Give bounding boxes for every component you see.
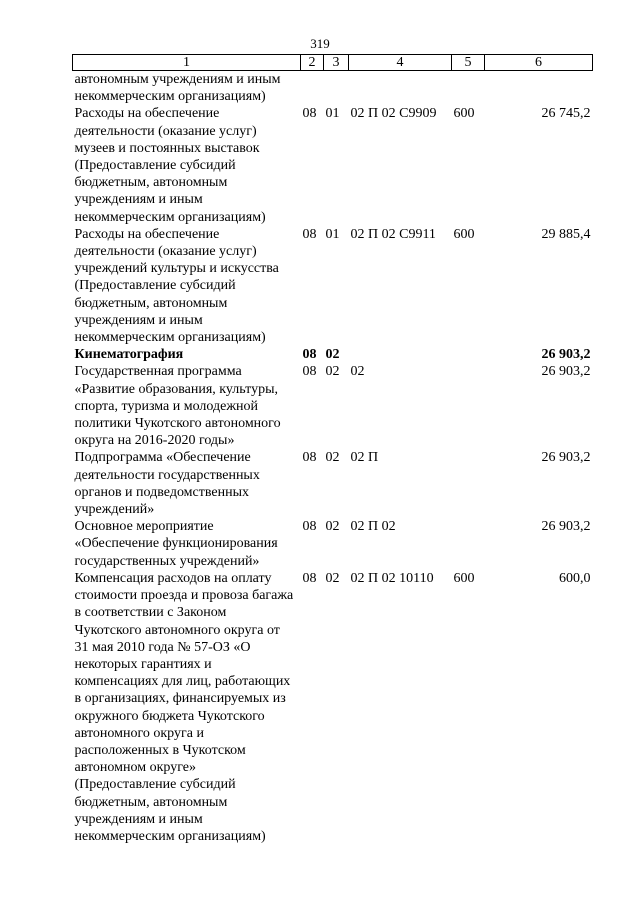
row-expense-type: 600 <box>453 106 475 122</box>
row-subsection: 02 <box>325 347 340 363</box>
row-amount: 26 745,2 <box>541 106 591 122</box>
header-col-4: 4 <box>349 55 452 71</box>
row-name: автономным учреждениям и иным некоммерческим организациям) <box>74 72 281 105</box>
row-name: Подпрограмма «Обеспечение деятельности государственных органов и подведомственных учреждений» <box>74 450 260 518</box>
row-expense-type <box>452 363 485 449</box>
table-row <box>73 518 593 570</box>
table-body <box>73 71 593 846</box>
row-expense-type <box>452 518 485 570</box>
row-name: Расходы на обеспечение деятельности (оказание услуг) учреждений культуры и искусства (Предоставление субсидий бюджетным, автономным учреждениям и иным некоммерческим организациям) <box>74 226 279 346</box>
table-row <box>73 363 593 449</box>
row-expense-type: 600 <box>453 226 475 242</box>
table-header-row <box>73 55 593 71</box>
table-row <box>73 346 593 363</box>
row-amount: 29 885,4 <box>541 226 591 242</box>
header-col-6: 6 <box>485 55 593 71</box>
row-name: Компенсация расходов на оплату стоимости проезда и провоза багажа в соответствии с Законом Чукотского автономного округа от 31 мая 2010 года № 57-ОЗ «О некоторых гарантиях и компенсациях для лиц, работающих в организациях, финансируемых из окружного бюджета Чукотского автономного округа и расположенных в Чукотском автономном округе» (Предоставление субсидий бюджетным, автономным учреждениям и иным некоммерческим организациям) <box>74 570 294 844</box>
row-item-code: 02 П <box>350 450 379 466</box>
row-name: Кинематография <box>74 347 184 363</box>
row-section: 08 <box>302 450 317 466</box>
row-expense-type: 600 <box>453 570 475 586</box>
table-row <box>73 226 593 346</box>
row-item-code: 02 П 02 10110 <box>350 570 434 586</box>
header-col-2: 2 <box>301 55 324 71</box>
row-subsection: 02 <box>325 519 340 535</box>
row-amount: 26 903,2 <box>541 450 591 466</box>
row-expense-type <box>452 449 485 518</box>
table-row <box>73 570 593 845</box>
row-amount: 600,0 <box>559 570 591 586</box>
row-subsection: 01 <box>325 226 340 242</box>
row-section: 08 <box>302 106 317 122</box>
row-item-code <box>349 71 452 106</box>
row-section: 08 <box>302 570 317 586</box>
row-name: Государственная программа «Развитие образования, культуры, спорта, туризма и молодежной политики Чукотского автономного округа на 2016-2020 годы» <box>74 364 281 449</box>
row-name: Основное мероприятие «Обеспечение функционирования государственных учреждений» <box>74 519 278 569</box>
page-number: 319 <box>310 36 330 51</box>
row-subsection: 02 <box>325 570 340 586</box>
row-name: Расходы на обеспечение деятельности (оказание услуг) музеев и постоянных выставок (Предоставление субсидий бюджетным, автономным учреждениям и иным некоммерческим организациям) <box>74 106 266 225</box>
row-section: 08 <box>302 226 317 242</box>
row-amount: 26 903,2 <box>541 347 591 363</box>
table-row <box>73 105 593 225</box>
table-row <box>73 71 593 106</box>
table-row <box>73 449 593 518</box>
budget-table <box>72 54 593 845</box>
row-section <box>301 71 324 106</box>
row-subsection: 02 <box>325 450 340 466</box>
row-amount <box>485 71 593 106</box>
row-item-code: 02 П 02 С9911 <box>350 226 436 242</box>
header-col-3: 3 <box>324 55 349 71</box>
row-amount: 26 903,2 <box>541 364 591 380</box>
row-subsection: 01 <box>325 106 340 122</box>
header-col-5: 5 <box>452 55 485 71</box>
row-item-code <box>349 346 452 363</box>
row-section: 08 <box>302 519 317 535</box>
row-expense-type <box>452 346 485 363</box>
row-subsection <box>324 71 349 106</box>
row-item-code: 02 П 02 <box>350 519 396 535</box>
row-item-code: 02 П 02 С9909 <box>350 106 437 122</box>
header-col-1: 1 <box>73 55 301 71</box>
row-expense-type <box>452 71 485 106</box>
row-section: 08 <box>302 347 317 363</box>
row-item-code: 02 <box>350 364 365 380</box>
row-subsection: 02 <box>325 364 340 380</box>
row-section: 08 <box>302 364 317 380</box>
row-amount: 26 903,2 <box>541 519 591 535</box>
